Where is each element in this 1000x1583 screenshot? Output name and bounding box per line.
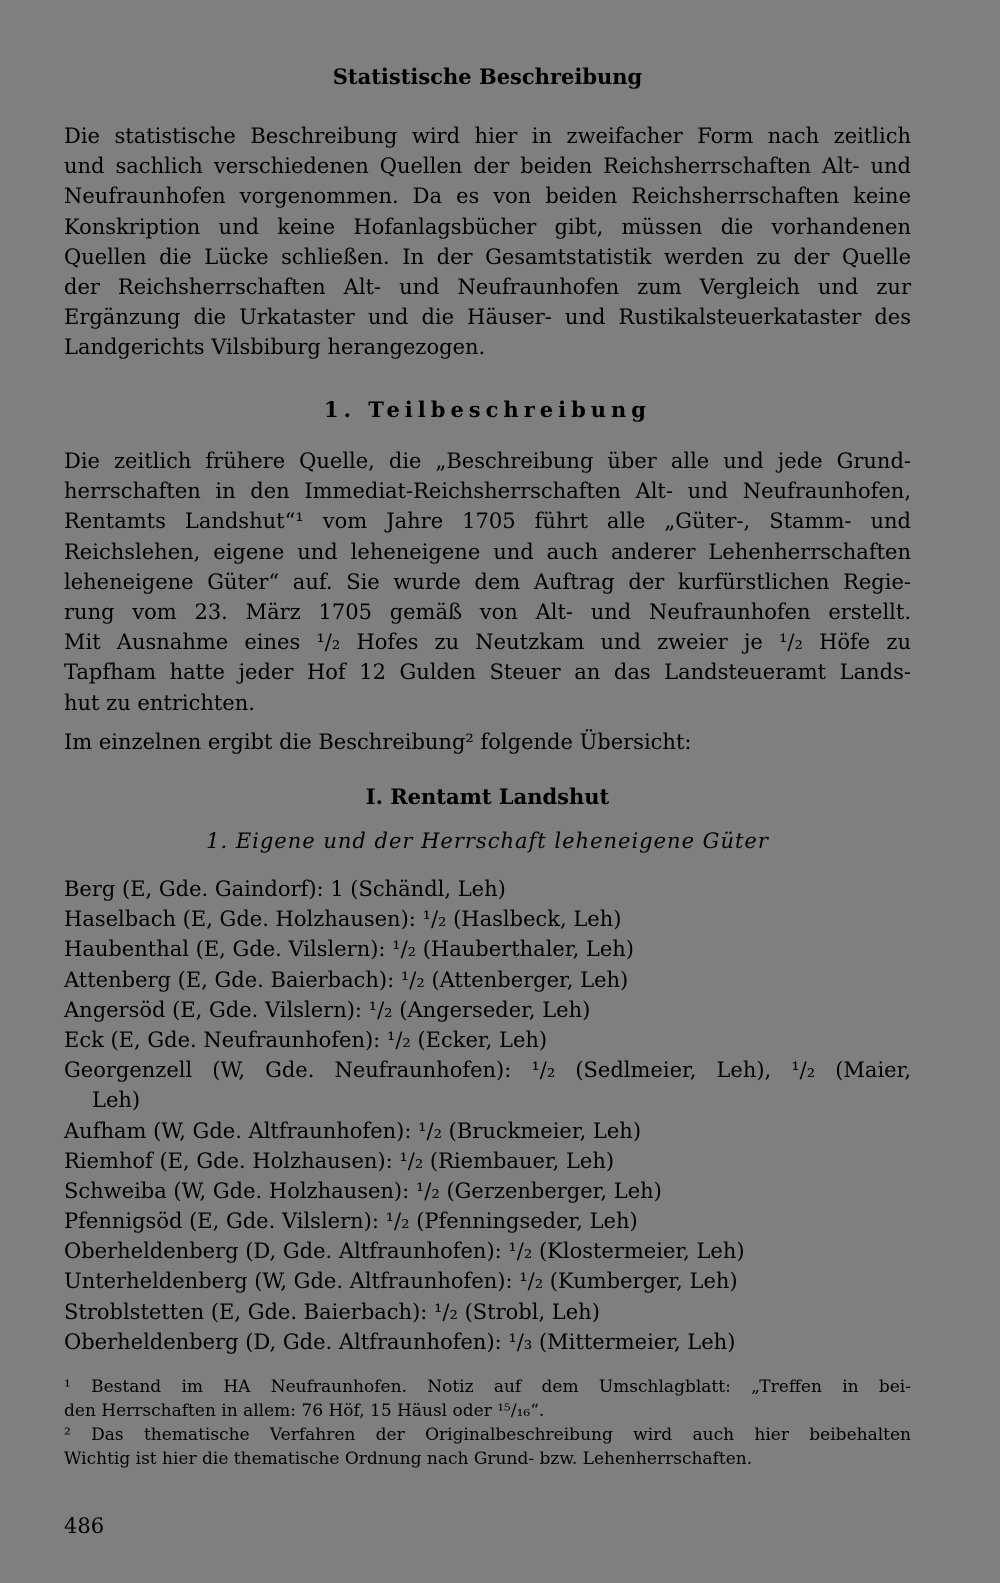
list-item: Pfennigsöd (E, Gde. Vilslern): ¹/₂ (Pfenningseder, Leh) [64, 1209, 638, 1234]
intro-line: Landgerichts Vilsbiburg herangezogen. [64, 335, 486, 360]
list-item: Haubenthal (E, Gde. Vilslern): ¹/₂ (Hauberthaler, Leh) [64, 937, 635, 962]
intro-line: Konskription und keine Hofanlagsbücher gibt, müssen die vorhandenen [64, 214, 911, 239]
section-heading: 1. Teilbeschreibung [324, 397, 651, 422]
footnote-line: ¹ Bestand im HA Neufraunhofen. Notiz auf dem Umschlagblatt: „Treffen in bei- [64, 1377, 911, 1397]
list-item: Attenberg (E, Gde. Baierbach): ¹/₂ (Attenberger, Leh) [64, 967, 629, 992]
list-item: Berg (E, Gde. Gaindorf): 1 (Schändl, Leh) [64, 877, 506, 901]
list-item: Haselbach (E, Gde. Holzhausen): ¹/₂ (Haslbeck, Leh) [64, 907, 622, 932]
section-line: leheneigene Güter“ auf. Sie wurde dem Auftrag der kurfürstlichen Regie- [64, 569, 911, 594]
section-line: Rentamts Landshut“¹ vom Jahre 1705 führt alle „Güter-, Stamm- und [64, 509, 911, 534]
footnotes [64, 1375, 911, 1471]
list-item: Angersöd (E, Gde. Vilslern): ¹/₂ (Angerseder, Leh) [64, 997, 591, 1022]
section-line: Die zeitlich frühere Quelle, die „Beschreibung über alle und jede Grund- [64, 449, 911, 473]
footnote-line: den Herrschaften in allem: 76 Höf, 15 Häusl oder ¹⁵/₁₆“. [64, 1401, 545, 1421]
section-line: Tapfham hatte jeder Hof 12 Gulden Steuer an das Landsteueramt Lands- [64, 660, 911, 685]
page-number: 486 [64, 1514, 105, 1538]
list-item: Aufham (W, Gde. Altfraunhofen): ¹/₂ (Bruckmeier, Leh) [64, 1118, 642, 1143]
list-item: Oberheldenberg (D, Gde. Altfraunhofen): ¹/₂ (Klostermeier, Leh) [64, 1239, 745, 1264]
list-item: Oberheldenberg (D, Gde. Altfraunhofen): ¹/₃ (Mittermeier, Leh) [64, 1329, 736, 1354]
intro-line: Ergänzung die Urkataster und die Häuser- und Rustikalsteuerkataster des [64, 305, 911, 330]
intro-line: der Reichsherrschaften Alt- und Neufraunhofen zum Vergleich und zur [64, 274, 911, 299]
list-item: Unterheldenberg (W, Gde. Altfraunhofen): ¹/₂ (Kumberger, Leh) [64, 1269, 738, 1294]
intro-line: Neufraunhofen vorgenommen. Da es von beiden Reichsherrschaften keine [64, 184, 911, 209]
section-paragraph [64, 446, 911, 718]
list-item: Riemhof (E, Gde. Holzhausen): ¹/₂ (Riembauer, Leh) [64, 1148, 615, 1173]
intro-line: Die statistische Beschreibung wird hier in zweifacher Form nach zeitlich [64, 124, 911, 148]
footnote-line: Wichtig ist hier die thematische Ordnung nach Grund- bzw. Lehenherrschaften. [64, 1449, 753, 1469]
section-line: Reichslehen, eigene und leheneigene und auch anderer Lehenherrschaften [64, 539, 911, 564]
entries-list [64, 874, 911, 1357]
footnote-line: ² Das thematische Verfahren der Originalbeschreibung wird auch hier beibehalten [64, 1425, 911, 1445]
overview-line: Im einzelnen ergibt die Beschreibung² folgende Übersicht: [64, 730, 692, 754]
intro-line: Quellen die Lücke schließen. In der Gesamtstatistik werden zu der Quelle [64, 244, 911, 269]
section-line: herrschaften in den Immediat-Reichsherrschaften Alt- und Neufraunhofen, [64, 479, 911, 504]
intro-paragraph [64, 121, 911, 363]
list-item: Schweiba (W, Gde. Holzhausen): ¹/₂ (Gerzenberger, Leh) [64, 1178, 662, 1203]
section-line: hut zu entrichten. [64, 690, 255, 715]
subsubsection-heading: 1. Eigene und der Herrschaft leheneigene Güter [206, 829, 769, 853]
list-item-continuation: Leh) [92, 1088, 141, 1113]
list-item: Georgenzell (W, Gde. Neufraunhofen): ¹/₂ (Sedlmeier, Leh), ¹/₂ (Maier, [64, 1058, 911, 1083]
list-item: Stroblstetten (E, Gde. Baierbach): ¹/₂ (Strobl, Leh) [64, 1299, 600, 1324]
overview-paragraph [64, 727, 911, 757]
subsection-heading: I. Rentamt Landshut [365, 784, 610, 809]
page-title: Statistische Beschreibung [332, 64, 643, 89]
section-line: rung vom 23. März 1705 gemäß von Alt- und Neufraunhofen erstellt. [64, 599, 911, 624]
list-item: Eck (E, Gde. Neufraunhofen): ¹/₂ (Ecker, Leh) [64, 1027, 548, 1052]
section-line: Mit Ausnahme eines ¹/₂ Hofes zu Neutzkam und zweier je ¹/₂ Höfe zu [64, 630, 911, 655]
intro-line: und sachlich verschiedenen Quellen der beiden Reichsherrschaften Alt- und [64, 154, 911, 179]
